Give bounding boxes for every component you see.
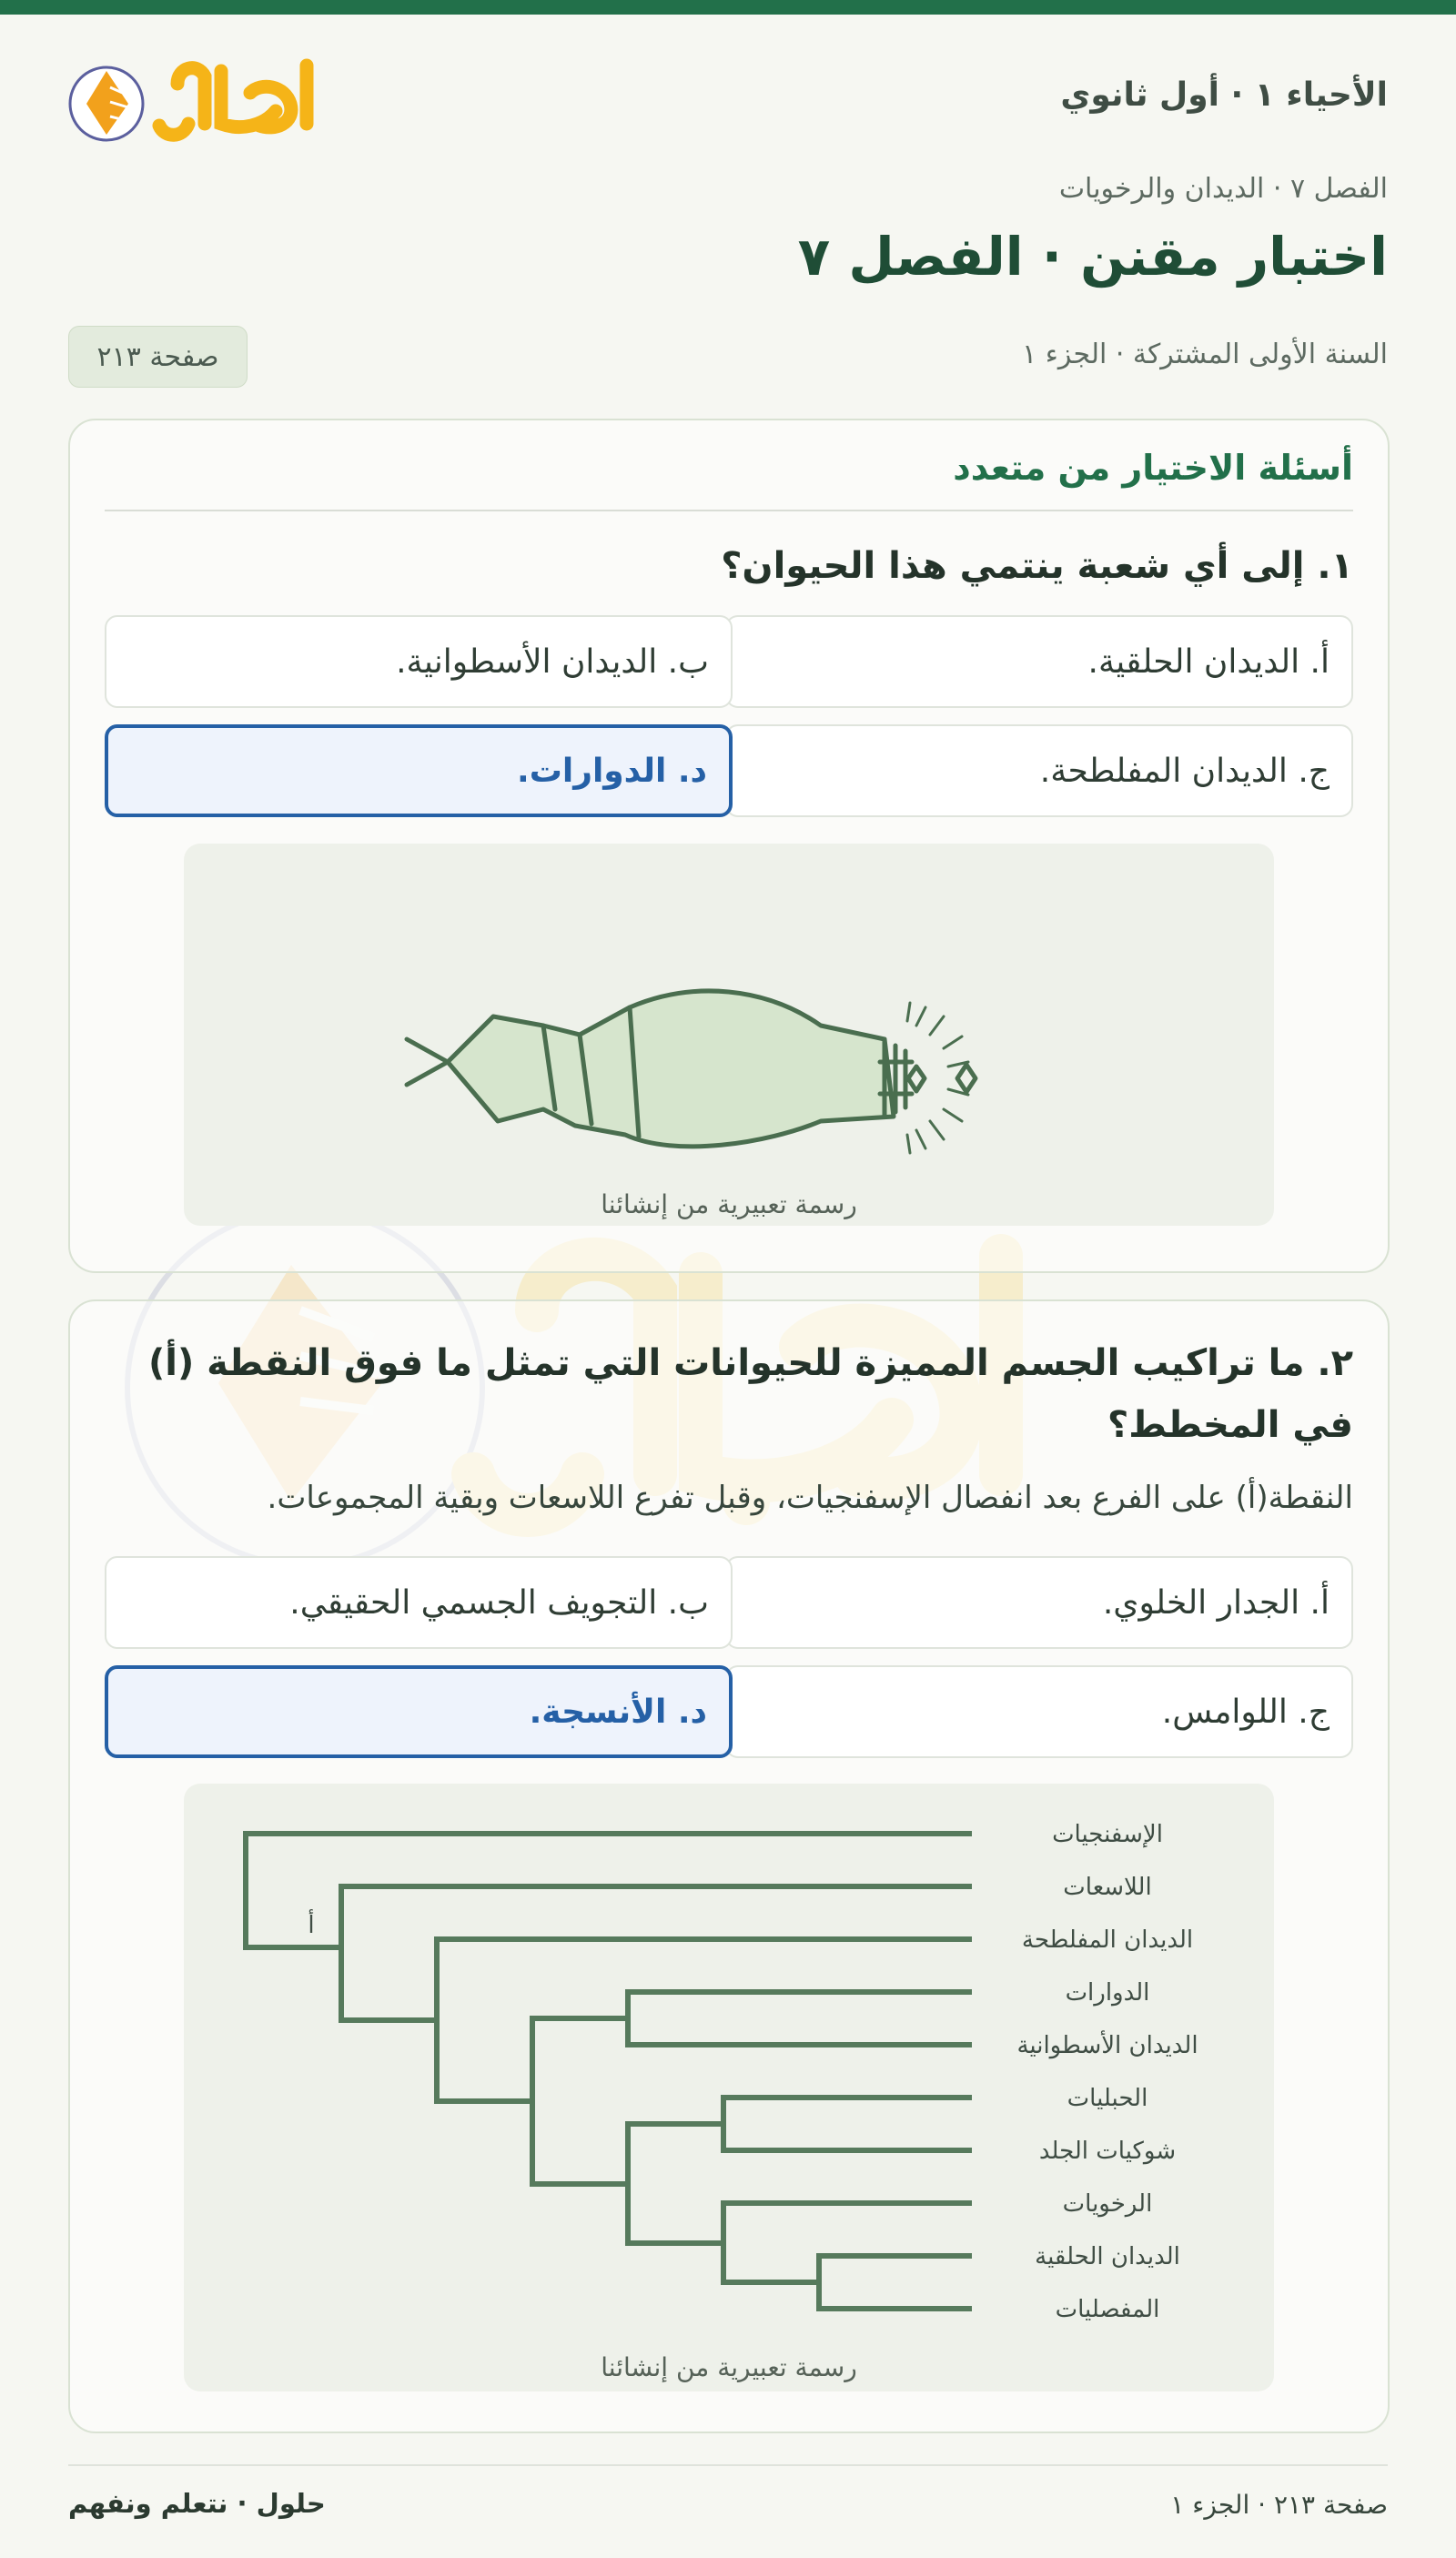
section-title: أسئلة الاختيار من متعدد [953,448,1353,488]
subject-label: الأحياء ١ · أول ثانوي [1060,76,1388,114]
chapter-breadcrumb: الفصل ٧ · الديدان والرخويات [1058,173,1388,205]
taxon-label: الديدان المفلطحة [1021,1926,1194,1954]
q2-option-c[interactable]: ج. اللوامس. [725,1665,1353,1758]
question-2-explanation: النقطة(أ) على الفرع بعد انفصال الإسفنجيات، وقبل تفرع اللاسعات وبقية المجموعات. [267,1480,1353,1516]
grade-meta: السنة الأولى المشتركة · الجزء ١ [1022,339,1388,370]
taxon-label: اللاسعات [1063,1874,1152,1901]
q1-option-b[interactable]: ب. الديدان الأسطوانية. [105,615,733,708]
q2-option-b[interactable]: ب. التجويف الجسمي الحقيقي. [105,1556,733,1649]
cladogram [184,1784,1274,2348]
q1-option-c[interactable]: ج. الديدان المفلطحة. [725,724,1353,817]
hulul-logo[interactable] [68,47,314,147]
taxon-label: الحبليات [1067,2085,1148,2112]
q1-option-a[interactable]: أ. الديدان الحلقية. [725,615,1353,708]
q1-figure-caption: رسمة تعبيرية من إنشائنا [601,1189,857,1219]
question-card-1 [68,419,1390,1273]
q2-option-a[interactable]: أ. الجدار الخلوي. [725,1556,1353,1649]
taxon-label: الإسفنجيات [1052,1821,1163,1848]
taxon-label: شوكيات الجلد [1038,2138,1177,2165]
q1-option-d-correct[interactable]: د. الدوارات. [105,724,733,817]
q1-figure [184,844,1274,1226]
question-card-2 [68,1299,1390,2433]
footer-divider [68,2464,1388,2466]
rotifer-illustration-icon [184,844,1274,1189]
taxon-label: الدوارات [1065,1979,1150,2007]
page-badge: صفحة ٢١٣ [68,326,248,388]
footer-brand[interactable]: حلول · نتعلم ونفهم [68,2488,326,2519]
taxon-label: الديدان الأسطوانية [1016,2032,1198,2059]
q2-figure-caption: رسمة تعبيرية من إنشائنا [601,2352,857,2382]
q2-cladogram-figure [184,1784,1274,2391]
page-header [68,36,1388,173]
taxon-label: الديدان الحلقية [1035,2243,1180,2270]
taxon-label: المفصليات [1055,2296,1160,2323]
q2-option-d-correct[interactable]: د. الأنسجة. [105,1665,733,1758]
question-1-text: ١. إلى أي شعبة ينتمي هذا الحيوان؟ [721,545,1353,587]
point-a-label: أ [308,1912,315,1939]
section-divider [105,510,1353,511]
footer-page-info: صفحة ٢١٣ · الجزء ١ [1170,2490,1388,2520]
page-title: اختبار مقنن · الفصل ٧ [797,226,1388,288]
question-2-text: ٢. ما تراكيب الجسم المميزة للحيوانات التي تمثل ما فوق النقطة (أ) في المخطط؟ [147,1342,1353,1446]
top-accent-bar [0,0,1456,15]
taxon-label: الرخويات [1062,2190,1153,2218]
